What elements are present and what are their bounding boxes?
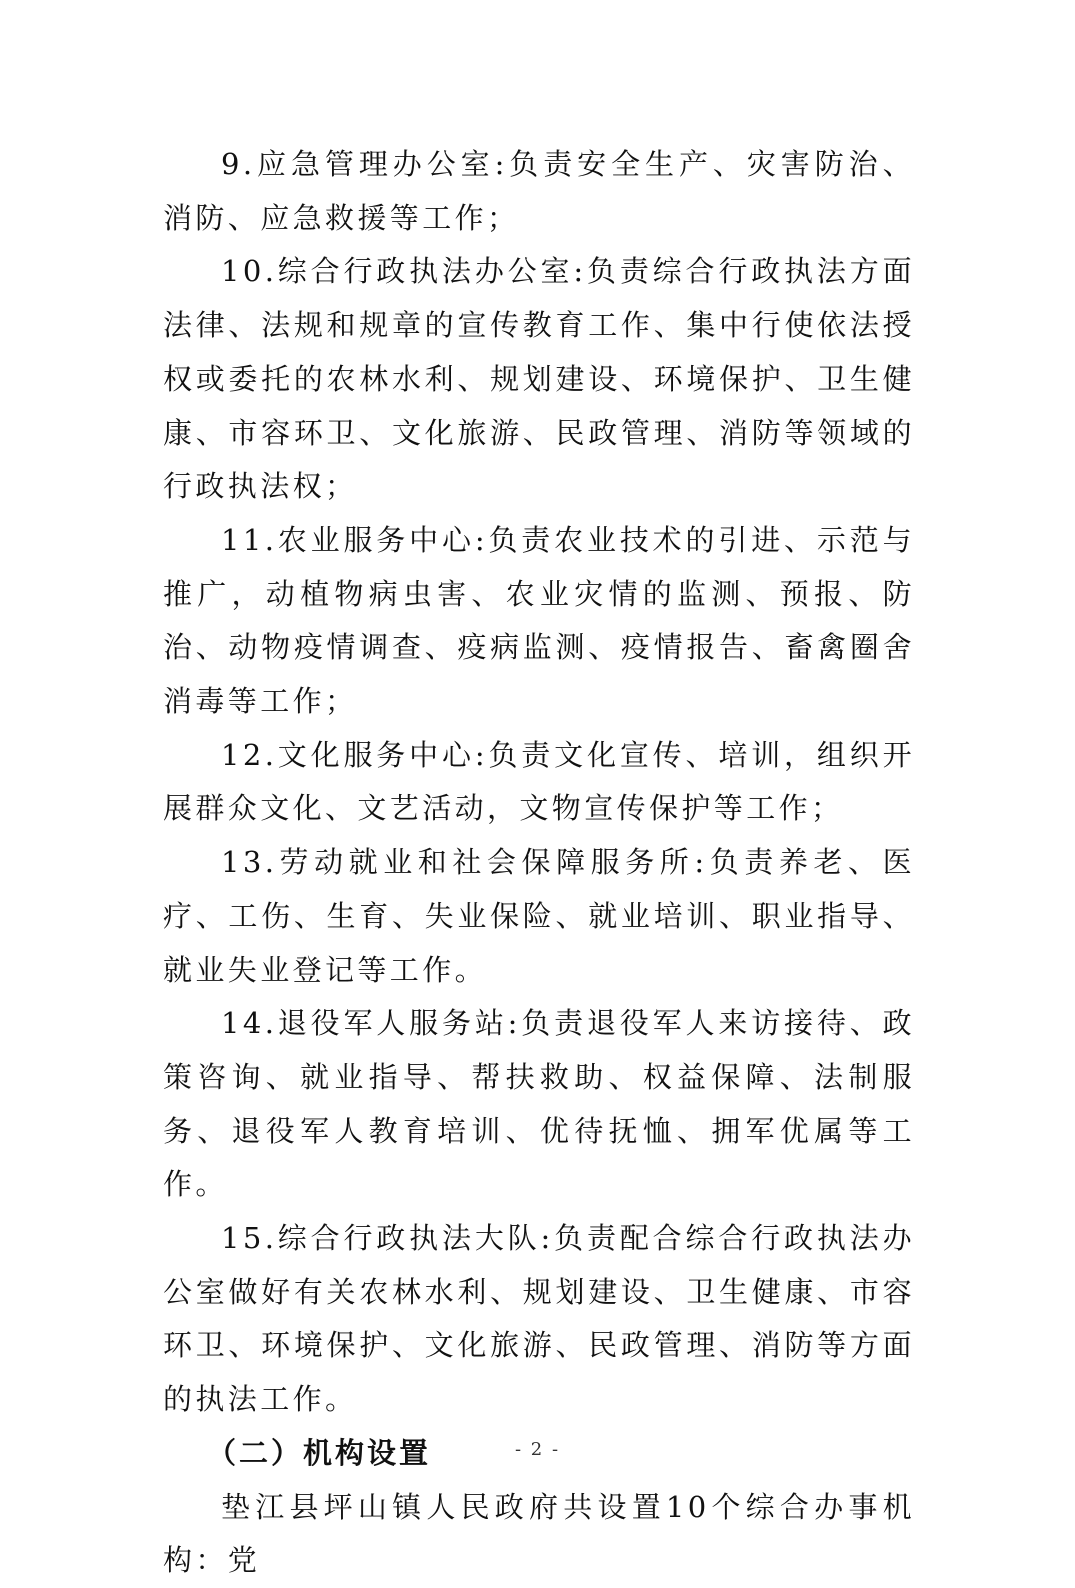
duty-paragraph-15: 15.综合行政执法大队:负责配合综合行政执法办公室做好有关农林水利、规划建设、卫生健康、市容环卫、环境保护、文化旅游、民政管理、消防等方面的执法工作。: [163, 1221, 915, 1417]
duty-paragraph-11: 11.农业服务中心:负责农业技术的引进、示范与推广，动植物病虫害、农业灾情的监测、预报、防治、动物疫情调查、疫病监测、疫情报告、畜禽圈舍消毒等工作；: [163, 522, 915, 719]
page-number: - 2 -: [514, 1439, 561, 1460]
duty-paragraph-12: 12.文化服务中心:负责文化宣传、培训，组织开展群众文化、文艺活动，文物宣传保护等工作；: [163, 737, 915, 826]
duty-paragraph-13: 13.劳动就业和社会保障服务所:负责养老、医疗、工伤、生育、失业保险、就业培训、职业指导、就业失业登记等工作。: [163, 845, 915, 987]
document-body: [163, 138, 915, 1588]
closing-paragraph: 垫江县坪山镇人民政府共设置10个综合办事机构：党: [163, 1489, 915, 1578]
section-heading: （二）机构设置: [207, 1435, 432, 1470]
duty-paragraph-9: 9.应急管理办公室:负责安全生产、灾害防治、消防、应急救援等工作；: [163, 147, 915, 235]
duty-paragraph-14: 14.退役军人服务站:负责退役军人来访接待、政策咨询、就业指导、帮扶救助、权益保障、法制服务、退役军人教育培训、优待抚恤、拥军优属等工作。: [163, 1006, 915, 1202]
duty-paragraph-10: 10.综合行政执法办公室:负责综合行政执法方面法律、法规和规章的宣传教育工作、集中行使依法授权或委托的农林水利、规划建设、环境保护、卫生健康、市容环卫、文化旅游、民政管理、消防等领域的行政执法权；: [163, 254, 915, 504]
